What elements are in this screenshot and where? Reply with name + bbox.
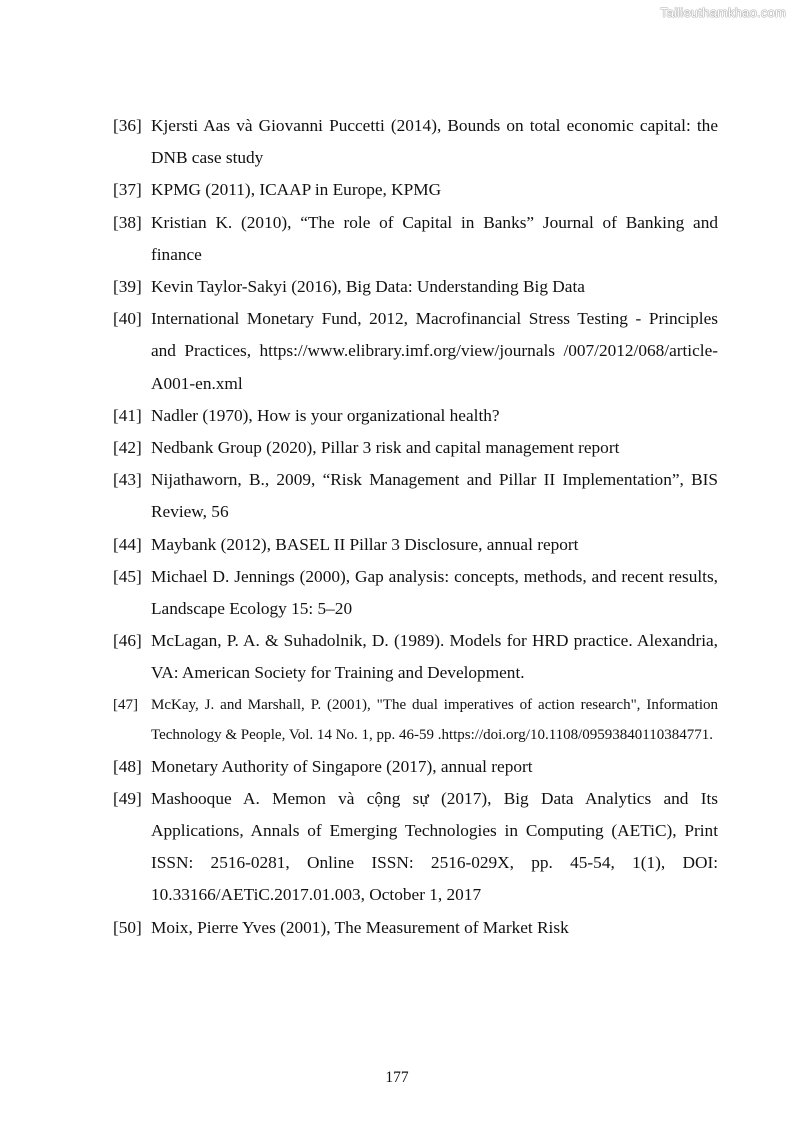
reference-item — [113, 529, 718, 561]
reference-number: [43] — [113, 470, 142, 490]
reference-text: McLagan, P. A. & Suhadolnik, D. (1989). Models for HRD practice. Alexandria, VA: American Society for Training and Development. — [151, 631, 718, 683]
reference-item — [113, 432, 718, 464]
reference-number: [48] — [113, 756, 142, 776]
reference-number: [40] — [113, 309, 142, 329]
reference-number: [42] — [113, 438, 142, 458]
reference-item — [113, 400, 718, 432]
reference-number: [39] — [113, 277, 142, 297]
reference-text: Nedbank Group (2020), Pillar 3 risk and capital management report — [151, 438, 620, 458]
reference-item — [113, 207, 718, 271]
reference-number: [46] — [113, 631, 142, 651]
reference-list — [113, 110, 718, 944]
reference-item — [113, 751, 718, 783]
page-number: 177 — [385, 1069, 409, 1086]
reference-item — [113, 561, 718, 625]
reference-text: Maybank (2012), BASEL II Pillar 3 Disclosure, annual report — [151, 534, 579, 554]
reference-number: [44] — [113, 534, 142, 554]
reference-text: Kjersti Aas và Giovanni Puccetti (2014), Bounds on total economic capital: the DNB case study — [151, 116, 718, 168]
watermark-text: Tailieuthamkhao.com — [660, 5, 786, 20]
reference-item — [113, 783, 718, 912]
reference-text: Mashooque A. Memon và cộng sự (2017), Big Data Analytics and Its Applications, Annals of Emerging Technologies in Computing (AETiC), Print ISSN: 2516-0281, Online ISSN: 2516-029X, pp. 45-54, 1(1), DOI: 10.33166/AETiC.2017.01.003, October 1, 2017 — [151, 788, 718, 905]
reference-text: Moix, Pierre Yves (2001), The Measurement of Market Risk — [151, 917, 569, 937]
reference-item — [113, 464, 718, 528]
reference-item — [113, 690, 718, 751]
reference-text: KPMG (2011), ICAAP in Europe, KPMG — [151, 180, 442, 200]
reference-text: Monetary Authority of Singapore (2017), annual report — [151, 756, 533, 776]
reference-item — [113, 271, 718, 303]
reference-text: Michael D. Jennings (2000), Gap analysis: concepts, methods, and recent results, Landscape Ecology 15: 5–20 — [151, 566, 718, 619]
reference-number: [45] — [113, 566, 142, 586]
reference-number: [37] — [113, 180, 142, 200]
reference-item — [113, 174, 718, 206]
reference-item — [113, 303, 718, 400]
reference-text: McKay, J. and Marshall, P. (2001), "The dual imperatives of action research", Information Technology & People, Vol. 14 No. 1, pp. 46-59 .https://doi.org/10.1108/09593840110384771. — [151, 696, 718, 744]
reference-text: Kristian K. (2010), “The role of Capital in Banks” Journal of Banking and finance — [151, 212, 718, 264]
reference-text: International Monetary Fund, 2012, Macrofinancial Stress Testing - Principles and Practices, https://www.elibrary.imf.org/view/journals /007/2012/068/article-A001-en.xml — [151, 309, 718, 393]
reference-text: Nadler (1970), How is your organizational health? — [151, 405, 500, 425]
reference-number: [41] — [113, 405, 142, 425]
reference-number: [47] — [113, 696, 138, 713]
reference-number: [49] — [113, 788, 142, 808]
reference-number: [36] — [113, 116, 142, 135]
reference-item — [113, 912, 718, 944]
reference-item — [113, 625, 718, 689]
reference-number: [50] — [113, 917, 142, 937]
reference-item — [113, 110, 718, 174]
reference-number: [38] — [113, 212, 142, 232]
reference-text: Kevin Taylor-Sakyi (2016), Big Data: Understanding Big Data — [151, 277, 585, 297]
reference-text: Nijathaworn, B., 2009, “Risk Management and Pillar II Implementation”, BIS Review, 56 — [151, 470, 718, 522]
